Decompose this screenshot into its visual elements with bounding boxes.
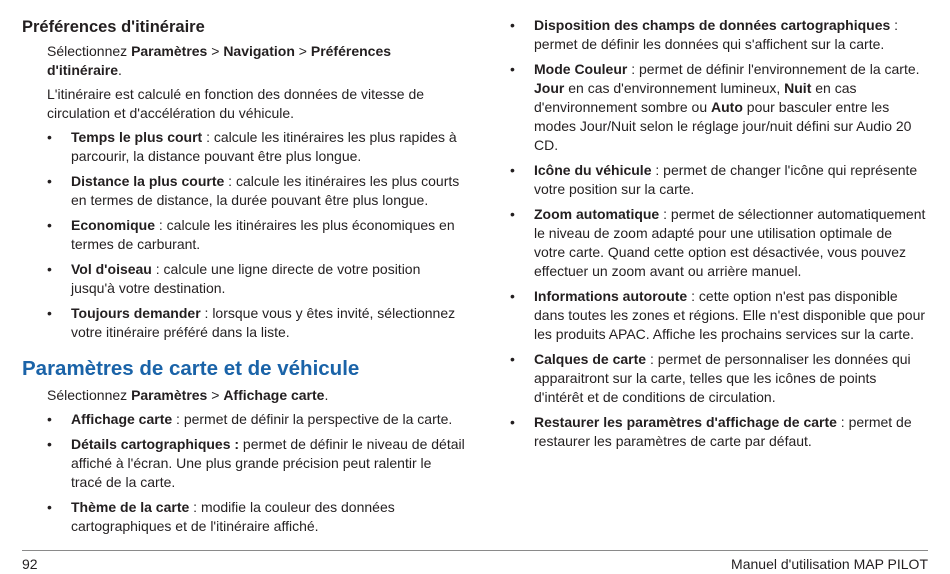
list-item: • Temps le plus court : calcule les itinéraires les plus rapides à parcourir, la distance pouvant être plus longue. <box>47 129 457 164</box>
map-settings-list <box>22 410 466 536</box>
list-item: • Icône du véhicule : permet de changer l'icône qui représente votre position sur la carte. <box>510 162 918 197</box>
route-options-list <box>22 128 466 342</box>
route-intro-paragraph: L'itinéraire est calculé en fonction des données de vitesse de circulation et d'accélération du véhicule. <box>47 86 425 121</box>
route-preferences-path: Sélectionnez Paramètres > Navigation > Préférences d'itinéraire. <box>47 43 392 78</box>
list-item: • Toujours demander : lorsque vous y êtes invité, sélectionnez votre itinéraire préféré dans la liste. <box>47 305 456 340</box>
list-item: • Thème de la carte : modifie la couleur des données cartographiques et de l'itinéraire affiché. <box>47 499 395 534</box>
route-preferences-heading: Préférences d'itinéraire <box>22 18 205 36</box>
list-item: • Affichage carte : permet de définir la perspective de la carte. <box>47 411 453 427</box>
map-vehicle-settings-heading: Paramètres de carte et de véhicule <box>22 357 360 380</box>
list-item: • Economique : calcule les itinéraires les plus économiques en termes de carburant. <box>47 217 455 252</box>
list-item: • Détails cartographiques : permet de définir le niveau de détail affiché à l'écran. Une plus grande précision peut ralentir le tracé de la carte. <box>47 436 465 490</box>
list-item: • Mode Couleur : permet de définir l'environnement de la carte. Jour en cas d'environnement lumineux, Nuit en cas d'environnement sombre ou Auto pour basculer entre les modes Jour/Nuit selon le réglage jour/nuit défini sur Audio 20 CD. <box>510 61 920 153</box>
list-item: • Distance la plus courte : calcule les itinéraires les plus courts en termes de distance, la durée pouvant être plus longue. <box>47 173 460 208</box>
list-item: • Zoom automatique : permet de sélectionner automatiquement le niveau de zoom adapté pour une utilisation optimale de votre carte. Quand cette option est désactivée, vous pouvez effectuer un zoom avant ou arrière manuel. <box>510 206 926 279</box>
list-item: • Disposition des champs de données cartographiques : permet de définir les données qui s'affichent sur la carte. <box>510 17 899 52</box>
footer-divider <box>22 550 928 551</box>
list-item: • Restaurer les paramètres d'affichage de carte : permet de restaurer les paramètres de carte par défaut. <box>510 414 912 449</box>
map-display-path: Sélectionnez Paramètres > Affichage carte. <box>47 387 329 403</box>
page-number: 92 <box>22 556 38 572</box>
list-item: • Informations autoroute : cette option n'est pas disponible dans toutes les zones et régions. Elle n'est disponible que pour les produits APAC. Affiche les prochains services sur la carte. <box>510 288 926 342</box>
list-item: • Calques de carte : permet de personnaliser les données qui apparaitront sur la carte, telles que les icônes de points d'intérêt et de conditions de circulation. <box>510 351 911 405</box>
list-item: • Vol d'oiseau : calcule une ligne directe de votre position jusqu'à votre destination. <box>47 261 421 296</box>
map-settings-list-continued <box>510 16 926 451</box>
manual-title: Manuel d'utilisation MAP PILOT <box>731 556 928 572</box>
left-column <box>22 16 466 542</box>
right-column <box>510 16 926 457</box>
